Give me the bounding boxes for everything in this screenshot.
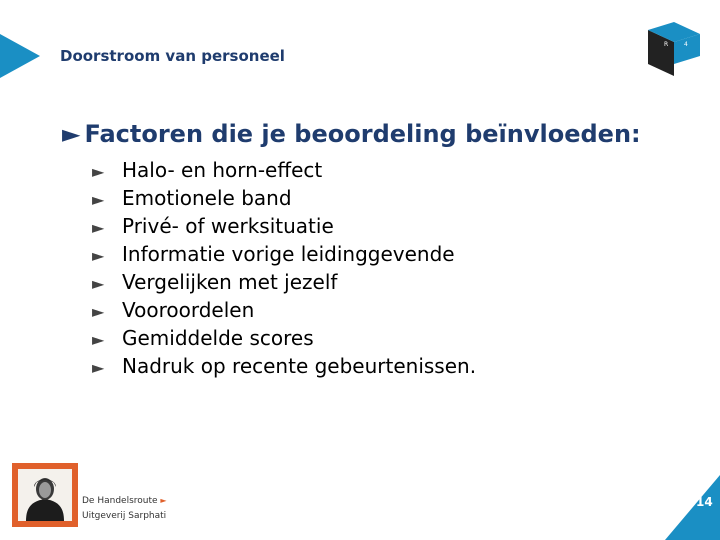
bullet-icon: ► <box>92 190 105 209</box>
brand-logo-top-right <box>648 22 700 76</box>
list-item <box>92 212 476 240</box>
list-item-text: Privé- of werksituatie <box>122 214 334 238</box>
list-item <box>92 268 476 296</box>
list-item <box>92 240 476 268</box>
factor-list <box>92 156 476 380</box>
bullet-icon: ► <box>92 274 105 293</box>
list-item <box>92 156 476 184</box>
heading-text: Factoren die je beoordeling beïnvloeden: <box>84 120 641 148</box>
list-item <box>92 184 476 212</box>
publisher-name: De Handelsroute <box>82 496 158 506</box>
list-item-text: Gemiddelde scores <box>122 326 314 350</box>
page-number: 14 <box>696 495 713 509</box>
publisher-text <box>82 493 167 524</box>
publisher-arrow-icon: ► <box>160 496 167 505</box>
list-item-text: Vooroordelen <box>122 298 255 322</box>
slide-heading <box>62 120 641 148</box>
list-item-text: Informatie vorige leidinggevende <box>122 242 455 266</box>
list-item-text: Emotionele band <box>122 186 292 210</box>
bullet-icon: ► <box>92 162 105 181</box>
list-item-text: Halo- en horn-effect <box>122 158 323 182</box>
header-title: Doorstroom van personeel <box>60 47 285 65</box>
logo-letter-right: 4 <box>684 41 688 48</box>
list-item <box>92 296 476 324</box>
list-item-text: Nadruk op recente gebeurtenissen. <box>122 354 477 378</box>
corner-accent-top-left <box>0 0 45 90</box>
bullet-icon: ► <box>92 246 105 265</box>
bullet-icon: ► <box>92 302 105 321</box>
bullet-icon: ► <box>92 330 105 349</box>
list-item <box>92 352 476 380</box>
list-item-text: Vergelijken met jezelf <box>122 270 338 294</box>
heading-bullet-icon: ► <box>62 120 81 148</box>
publisher-subtitle: Uitgeverij Sarphati <box>82 511 167 521</box>
bullet-icon: ► <box>92 358 105 377</box>
logo-letter-left: R <box>664 41 669 48</box>
list-item <box>92 324 476 352</box>
publisher-portrait-logo <box>12 463 78 527</box>
bullet-icon: ► <box>92 218 105 237</box>
